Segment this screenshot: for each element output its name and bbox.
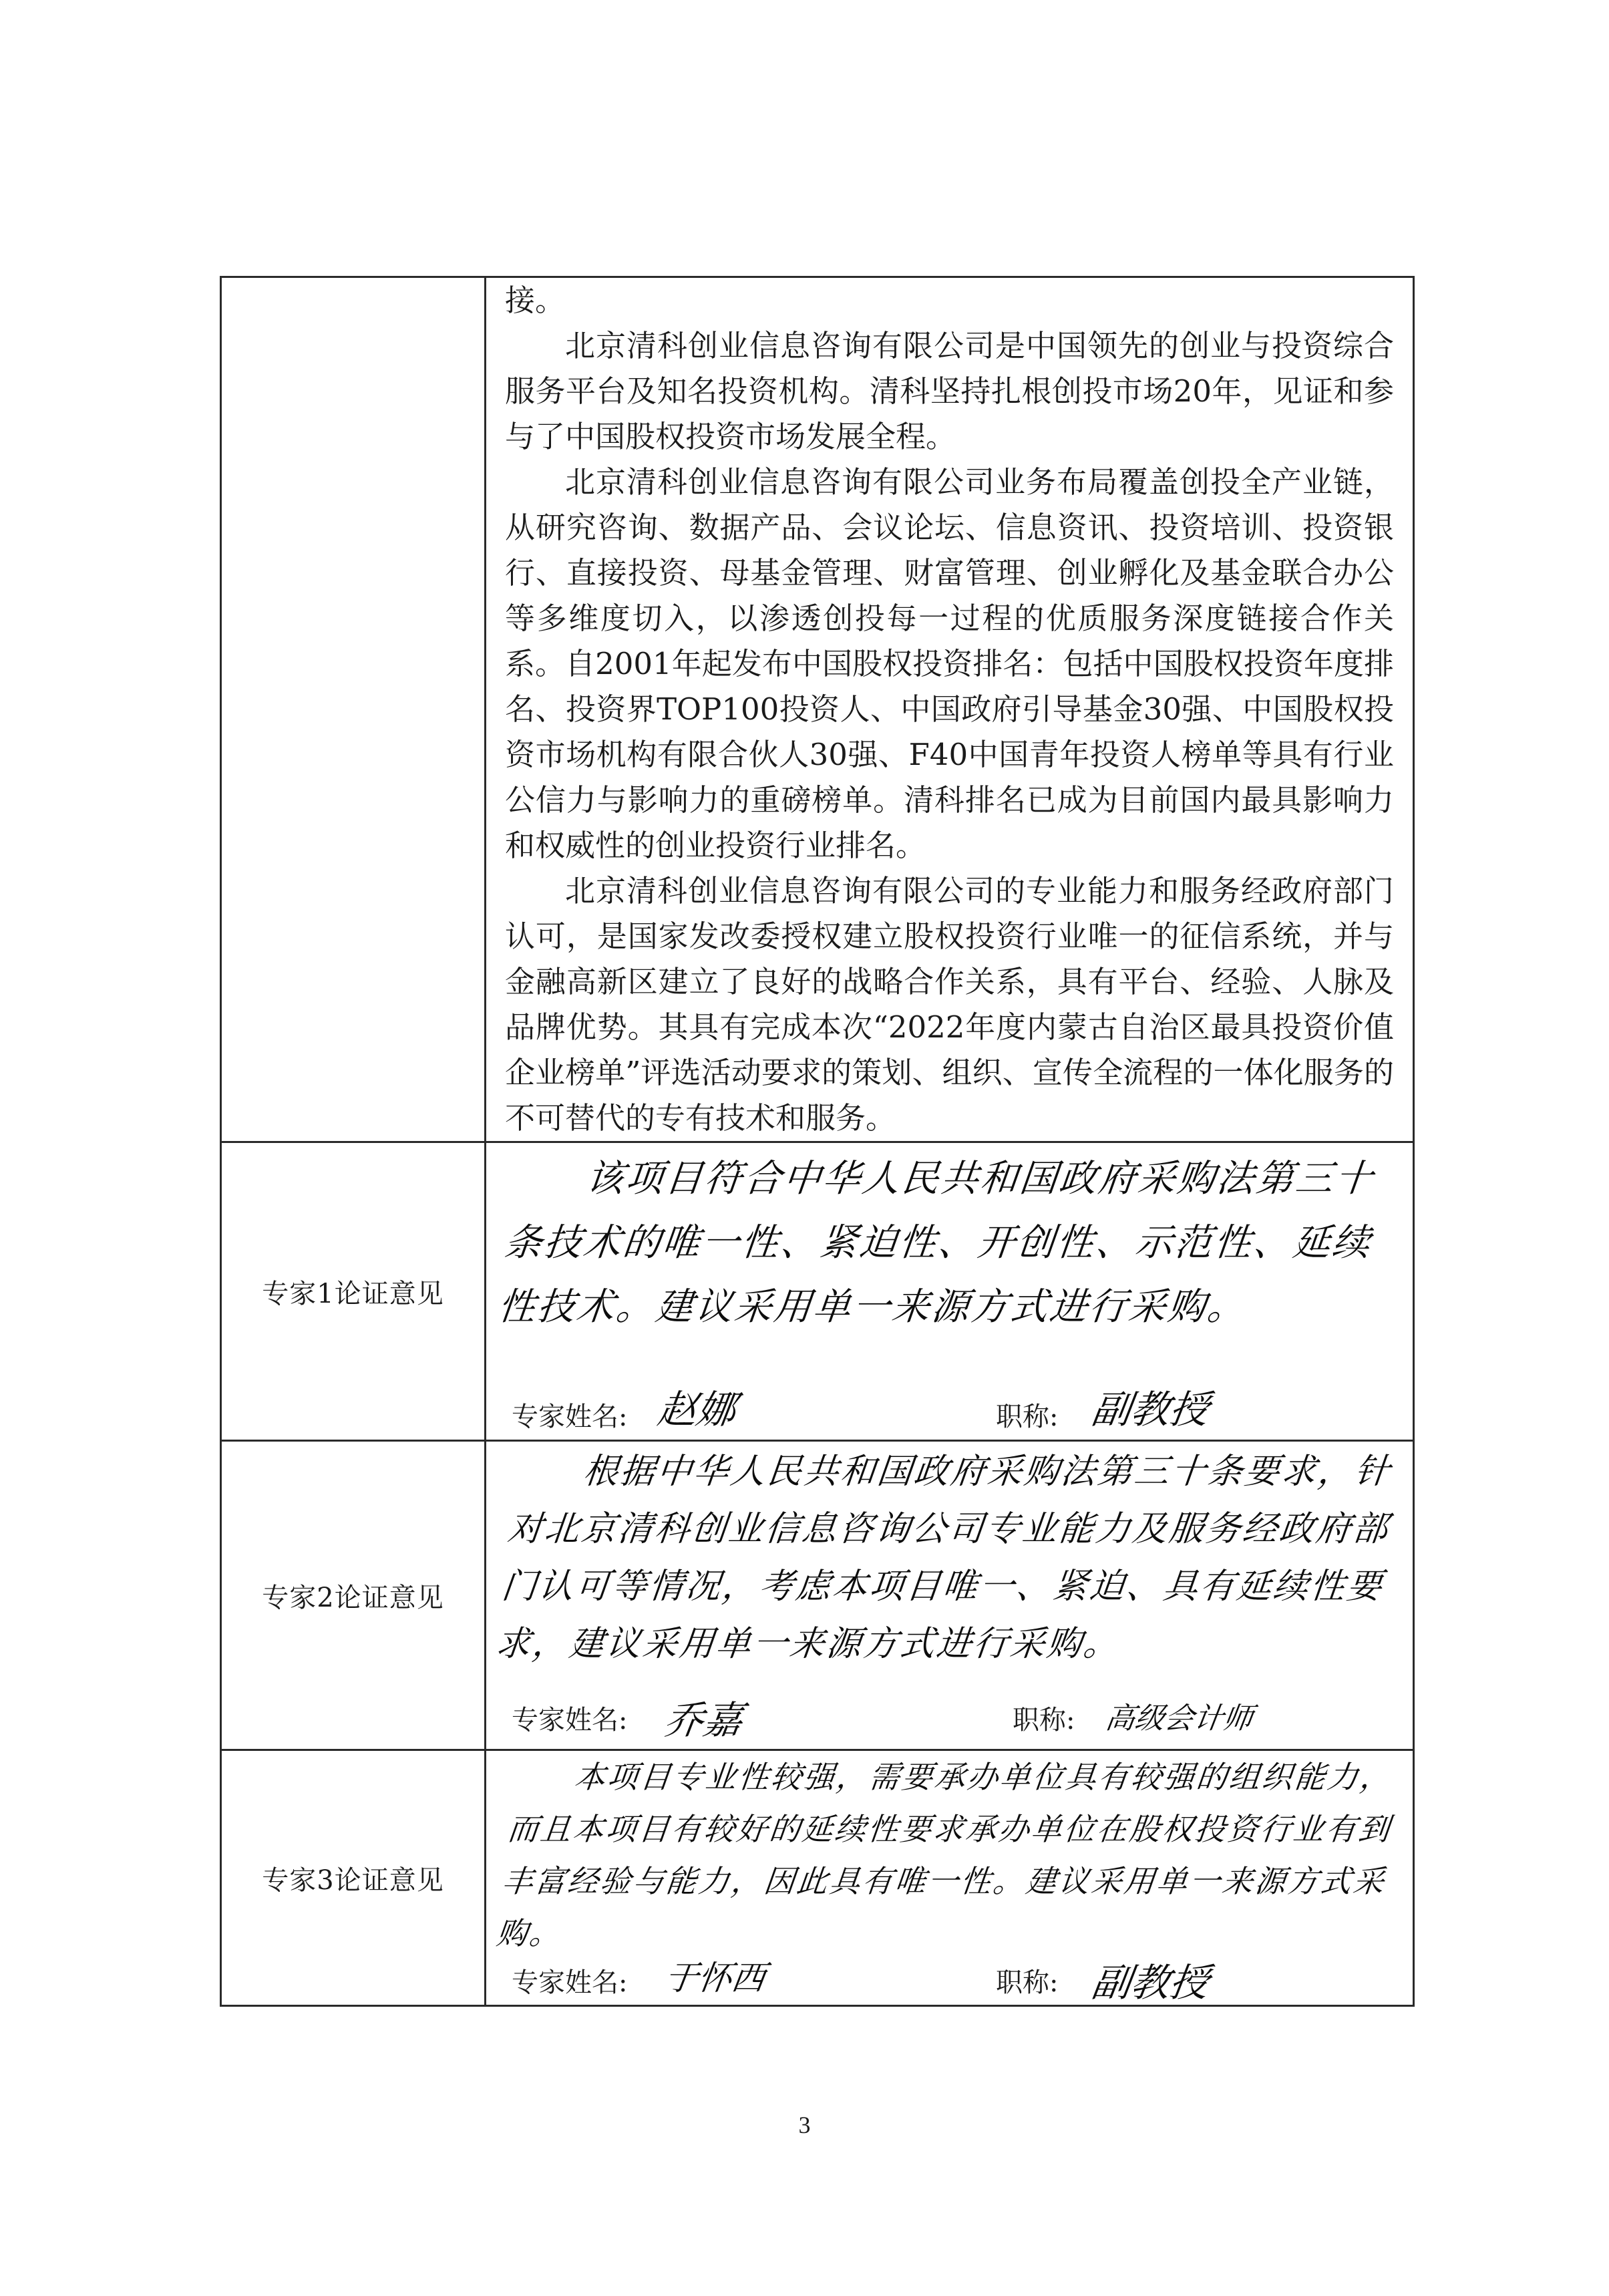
expert-3-label: 专家3论证意见	[221, 1750, 486, 2006]
expert-2-row	[221, 1441, 1414, 1750]
expert-3-name-label: 专家姓名:	[512, 1967, 628, 1998]
page-number: 3	[798, 2112, 811, 2138]
paragraph-3: 北京清科创业信息咨询有限公司的专业能力和服务经政府部门认可，是国家发改委授权建立股权投资行业唯一的征信系统，并与金融高新区建立了良好的战略合作关系，具有平台、经验、人脉及品牌优势。其具有完成本次“2022年度内蒙古自治区最具投资价值企业榜单”评选活动要求的策划、组织、宣传全流程的一体化服务的不可替代的专有技术和服务。	[505, 873, 1394, 1136]
supplier-description-cell	[486, 277, 1414, 1142]
expert-1-row	[221, 1142, 1414, 1441]
expert-3-row	[221, 1750, 1414, 2006]
expert-2-signature: 乔嘉	[661, 1697, 746, 1743]
expert-3-signature: 于怀西	[662, 1959, 768, 1997]
expert-2-label: 专家2论证意见	[221, 1441, 486, 1750]
expert-1-name-label: 专家姓名:	[512, 1402, 628, 1432]
expert-2-title-label: 职称:	[1013, 1705, 1075, 1736]
expert-1-opinion-cell	[486, 1142, 1414, 1441]
continued-row	[221, 277, 1414, 1142]
supplier-description	[505, 278, 1394, 1141]
expert-2-title: 高级会计师	[1103, 1701, 1255, 1736]
paragraph-2: 北京清科创业信息咨询有限公司业务布局覆盖创投全产业链，从研究咨询、数据产品、会议论坛、信息资讯、投资培训、投资银行、直接投资、母基金管理、财富管理、创业孵化及基金联合办公等多维度切入，以渗透创投每一过程的优质服务深度链接合作关系。自2001年起发布中国股权投资排名：包括中国股权投资年度排名、投资界TOP100投资人、中国政府引导基金30强、中国股权投资市场机构有限合伙人30强、F40中国青年投资人榜单等具有行业公信力与影响力的重磅榜单。清科排名已成为目前国内最具影响力和权威性的创业投资行业排名。	[505, 464, 1394, 863]
paragraph-1: 北京清科创业信息咨询有限公司是中国领先的创业与投资综合服务平台及知名投资机构。清科坚持扎根创投市场20年，见证和参与了中国股权投资市场发展全程。	[505, 328, 1394, 454]
expert-3-opinion: 本项目专业性较强，需要承办单位具有较强的组织能力，而且本项目有较好的延续性要求承办单位在股权投资行业有到丰富经验与能力，因此具有唯一性。建议采用单一来源方式采购。	[494, 1759, 1395, 1951]
empty-label-cell	[221, 277, 486, 1142]
expert-2-opinion-cell	[486, 1441, 1414, 1750]
expert-2-opinion: 根据中华人民共和国政府采购法第三十条要求，针对北京清科创业信息咨询公司专业能力及服务经政府部门认可等情况，考虑本项目唯一、紧迫、具有延续性要求，建议采用单一来源方式进行采购。	[494, 1452, 1394, 1664]
expert-1-title: 副教授	[1089, 1387, 1212, 1432]
expert-3-title-label: 职称:	[996, 1967, 1059, 1998]
expert-2-name-label: 专家姓名:	[512, 1705, 628, 1736]
expert-3-opinion-cell	[486, 1750, 1414, 2006]
expert-1-title-label: 职称:	[996, 1402, 1059, 1432]
expert-opinion-table	[220, 276, 1415, 2007]
expert-3-title: 副教授	[1089, 1960, 1212, 2005]
expert-1-label: 专家1论证意见	[221, 1142, 486, 1441]
expert-1-opinion: 该项目符合中华人民共和国政府采购法第三十条技术的唯一性、紧迫性、开创性、示范性、延续性技术。建议采用单一来源方式进行采购。	[496, 1157, 1377, 1329]
lead-line: 接。	[505, 283, 566, 318]
expert-1-signature: 赵娜	[655, 1387, 739, 1432]
